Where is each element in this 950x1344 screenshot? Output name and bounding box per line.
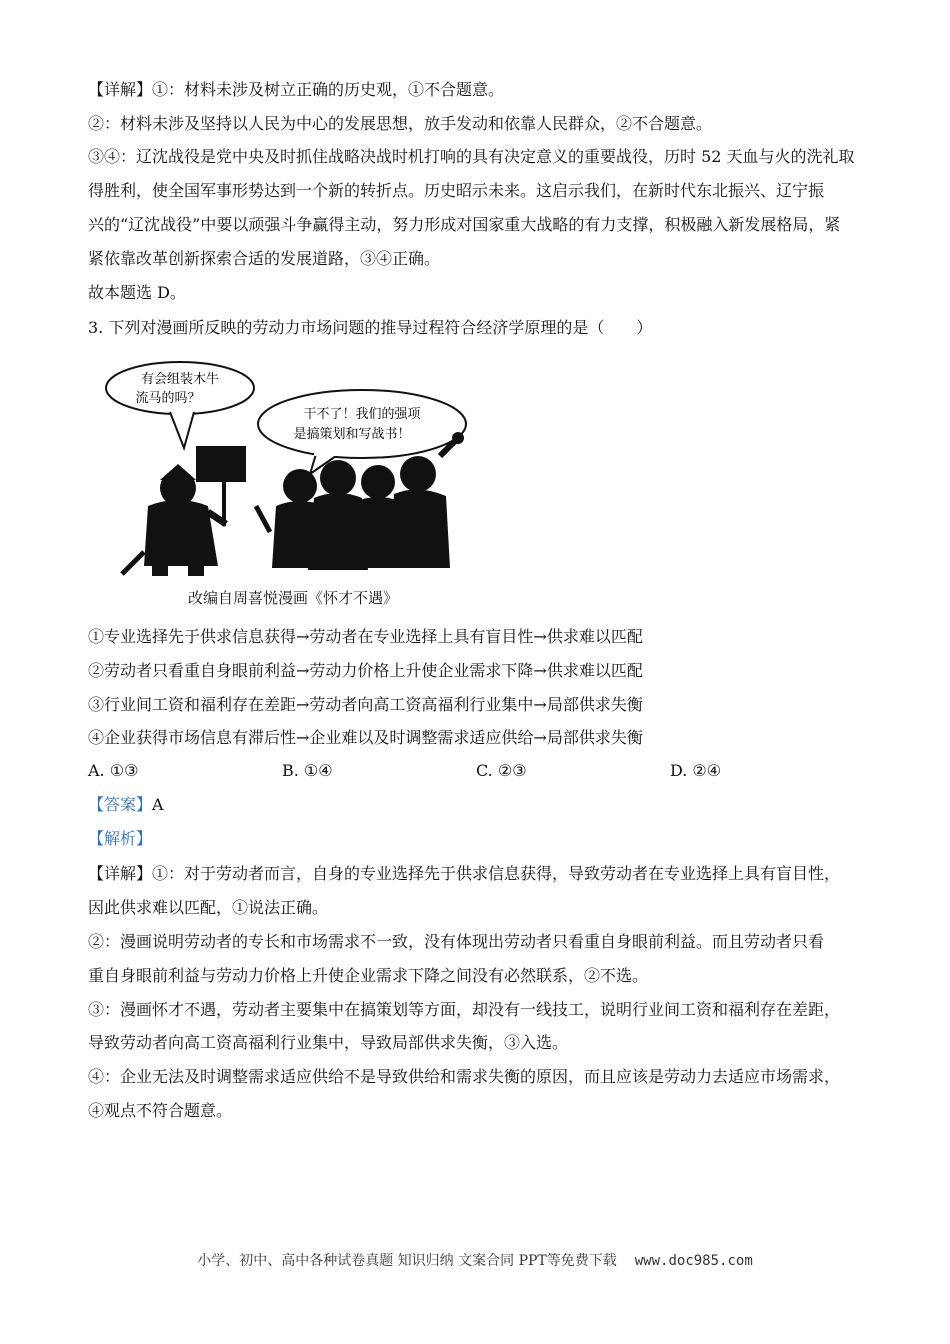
statement-3: ③行业间工资和福利存在差距→劳动者向高工资高福利行业集中→局部供求失衡 bbox=[88, 695, 643, 714]
answer-options bbox=[88, 761, 788, 783]
q2-detail-line-3: ③④：辽沈战役是党中央及时抓住战略决战时机打响的具有决定意义的重要战役，历时 52 天血与火的洗礼取 bbox=[88, 147, 855, 166]
cartoon-caption: 改编自周喜悦漫画《怀才不遇》 bbox=[188, 589, 399, 607]
cartoon-illustration bbox=[100, 356, 480, 616]
bubble-right-line-2: 是搞策划和写战书！ bbox=[293, 427, 411, 442]
q3-detail-line-2: 因此供求难以匹配，①说法正确。 bbox=[88, 898, 329, 917]
q3-detail-line-5: ③：漫画怀才不遇，劳动者主要集中在搞策划等方面，却没有一线技工，说明行业间工资和福利存在差距， bbox=[88, 1000, 841, 1019]
answer-line bbox=[88, 795, 164, 815]
answer-label: 【答案】 bbox=[88, 795, 153, 814]
q2-detail-line-6: 紧依靠改革创新探索合适的发展道路，③④正确。 bbox=[88, 249, 441, 268]
q3-detail-line-4: 重自身眼前利益与劳动力价格上升使企业需求下降之间没有必然联系，②不选。 bbox=[88, 966, 649, 985]
recruiter-figure bbox=[122, 446, 246, 576]
footer-url[interactable]: www.doc985.com bbox=[634, 1253, 753, 1269]
footer-text: 小学、初中、高中各种试卷真题 知识归纳 文案合同 PPT等免费下载 bbox=[197, 1253, 617, 1269]
statement-4: ④企业获得市场信息有滞后性→企业难以及时调整需求适应供给→局部供求失衡 bbox=[88, 728, 643, 747]
question-3-stem: 3. 下列对漫画所反映的劳动力市场问题的推导过程符合经济学原理的是（ ） bbox=[88, 318, 653, 337]
statement-1: ①专业选择先于供求信息获得→劳动者在专业选择上具有盲目性→供求难以匹配 bbox=[88, 627, 643, 646]
q2-detail-line-5: 兴的“辽沈战役”中要以顽强斗争赢得主动，努力形成对国家重大战略的有力支撑，积极融入新发展格局，紧 bbox=[88, 215, 841, 234]
option-d: D. ②④ bbox=[670, 761, 722, 780]
q3-detail-line-3: ②：漫画说明劳动者的专长和市场需求不一致，没有体现出劳动者只看重自身眼前利益。而且劳动者只看 bbox=[88, 932, 825, 951]
q2-detail-line-2: ②：材料未涉及坚持以人民为中心的发展思想，放手发动和依靠人民群众，②不合题意。 bbox=[88, 114, 713, 133]
option-c: C. ②③ bbox=[476, 761, 527, 780]
analysis-label: 【解析】 bbox=[88, 829, 153, 848]
bubble-left-line-2: 流马的吗？ bbox=[135, 391, 201, 406]
bubble-left-line-1: 有会组装木牛 bbox=[140, 372, 220, 387]
option-a: A. ①③ bbox=[88, 761, 139, 780]
answer-value: A bbox=[152, 795, 164, 814]
bubble-right-line-1: 干不了！我们的强项 bbox=[303, 407, 421, 422]
q3-detail-line-6: 导致劳动者向高工资高福利行业集中，导致局部供求失衡，③入选。 bbox=[88, 1033, 569, 1052]
page-footer bbox=[0, 1250, 950, 1270]
q3-detail-line-8: ④观点不符合题意。 bbox=[88, 1101, 233, 1120]
q2-conclusion: 故本题选 D。 bbox=[88, 283, 186, 302]
q3-detail-line-7: ④：企业无法及时调整需求适应供给不是导致供给和需求失衡的原因，而且应该是劳动力去适应市场需求， bbox=[88, 1067, 841, 1086]
q2-detail-line-4: 得胜利，使全国军事形势达到一个新的转折点。历史昭示未来。这启示我们，在新时代东北振兴、辽宁振 bbox=[88, 181, 825, 200]
q2-detail-line-1: 【详解】①：材料未涉及树立正确的历史观，①不合题意。 bbox=[88, 80, 505, 99]
statement-2: ②劳动者只看重自身眼前利益→劳动力价格上升使企业需求下降→供求难以匹配 bbox=[88, 661, 643, 680]
q3-detail-line-1: 【详解】①：对于劳动者而言，自身的专业选择先于供求信息获得，导致劳动者在专业选择上具有盲目性， bbox=[88, 864, 841, 883]
option-b: B. ①④ bbox=[282, 761, 333, 780]
